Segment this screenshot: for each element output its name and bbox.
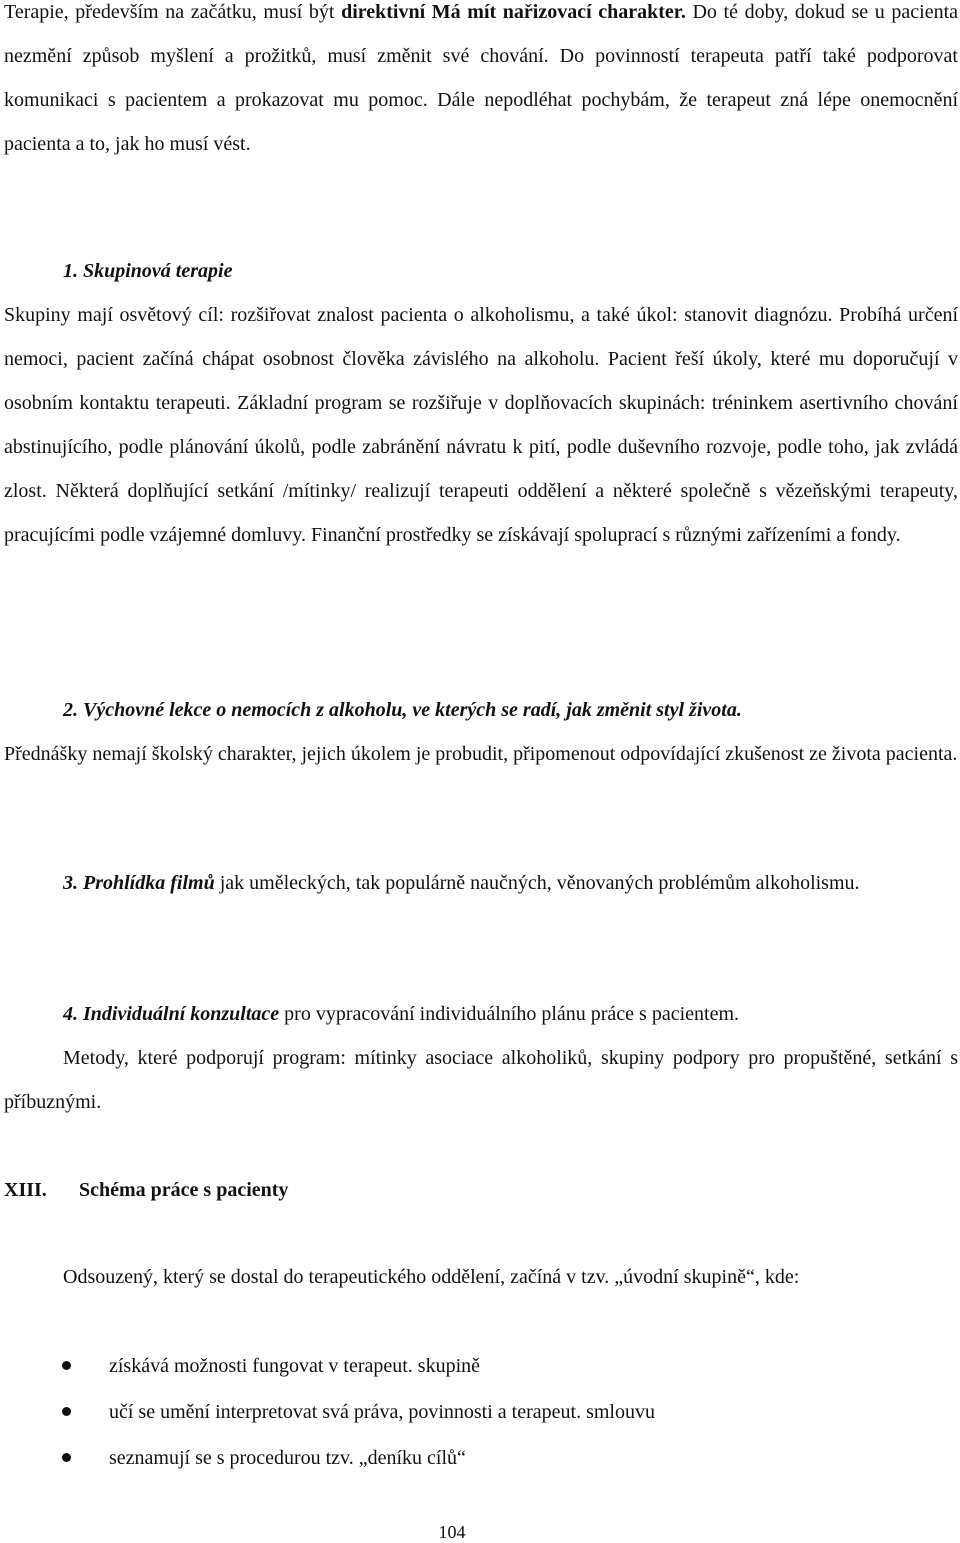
paragraph-support-methods [4,1036,958,1124]
bold-phrase: direktivní Má mít nařizovací charakter. [341,1,686,23]
section-body-lectures: Přednášky nemají školský charakter, jejich úkolem je probudit, připomenout odpovídající zkušenost ze života pacienta. [4,743,958,765]
text-run: Do té doby, dokud se u pacienta nezmění způsob myšlení a prožitků, musí změnit své chování. Do povinností terapeuta patří také podporovat komunikaci s pacientem a prokazovat mu pomoc. Dále nepodléhat pochybám, že terapeut zná lépe onemocnění pacienta a to, jak ho musí vést. [4,1,959,155]
section-body-consultation: pro vypracování individuálního plánu práce s pacientem. [279,1003,740,1025]
bullet-icon [62,1407,71,1416]
list-item [0,1389,950,1435]
list-item-text: získává možnosti fungovat v terapeut. skupině [109,1355,481,1377]
chapter-heading [4,1168,288,1212]
paragraph-therapy-directive [4,0,958,166]
intro-text: Odsouzený, který se dostal do terapeutického oddělení, začíná v tzv. „úvodní skupině“, kde: [63,1266,800,1288]
chapter-number: XIII. [4,1179,47,1201]
text-run: Terapie, především na začátku, musí být [4,1,342,23]
section-heading-consultation: 4. Individuální konzultace [63,1003,280,1025]
section-body-films: jak uměleckých, tak populárně naučných, věnovaných problémům alkoholismu. [214,872,860,894]
section-educational-lectures [4,688,958,776]
list-item-text: učí se umění interpretovat svá práva, povinnosti a terapeut. smlouvu [109,1401,655,1423]
chapter-title: Schéma práce s pacienty [79,1179,289,1201]
section-film-screening [4,861,958,905]
section-individual-consultation [4,992,958,1036]
list-item [0,1343,950,1389]
section-heading-group-therapy: 1. Skupinová terapie [63,260,233,282]
section-heading-films: 3. Prohlídka filmů [63,872,215,894]
page-number: 104 [438,1522,466,1542]
bullet-icon [62,1361,71,1370]
list-item-text: seznamují se s procedurou tzv. „deníku cílů“ [109,1447,466,1469]
paragraph-intro-group [4,1255,958,1299]
methods-text: Metody, které podporují program: mítinky asociace alkoholiků, skupiny podpory pro propuštěné, setkání s příbuznými. [4,1047,958,1113]
section-body-group-therapy: Skupiny mají osvětový cíl: rozšiřovat znalost pacienta o alkoholismu, a také úkol: stanovit diagnózu. Probíhá určení nemoci, pacient začíná chápat osobnost člověka závislého na alkoholu. Pacient řeší úkoly, které mu doporučují v osobním kontaktu terapeuti. Základní program se rozšiřuje v doplňovacích skupinách: tréninkem asertivního chování abstinujícího, podle plánování úkolů, podle zabránění návratu k pití, podle duševního rozvoje, podle toho, jak zvládá zlost. Některá doplňující setkání /mítinky/ realizují terapeuti oddělení a některé společně s vězeňskými terapeuty, pracujícími podle vzájemné domluvy. Finanční prostředky se získávají spoluprací s různými zařízeními a fondy. [4,304,958,546]
bullet-list [0,1343,950,1481]
section-heading-lectures: 2. Výchovné lekce o nemocích z alkoholu, ve kterých se radí, jak změnit styl života. [63,699,742,721]
section-group-therapy [4,249,958,557]
list-item [0,1435,950,1481]
bullet-icon [62,1453,71,1462]
